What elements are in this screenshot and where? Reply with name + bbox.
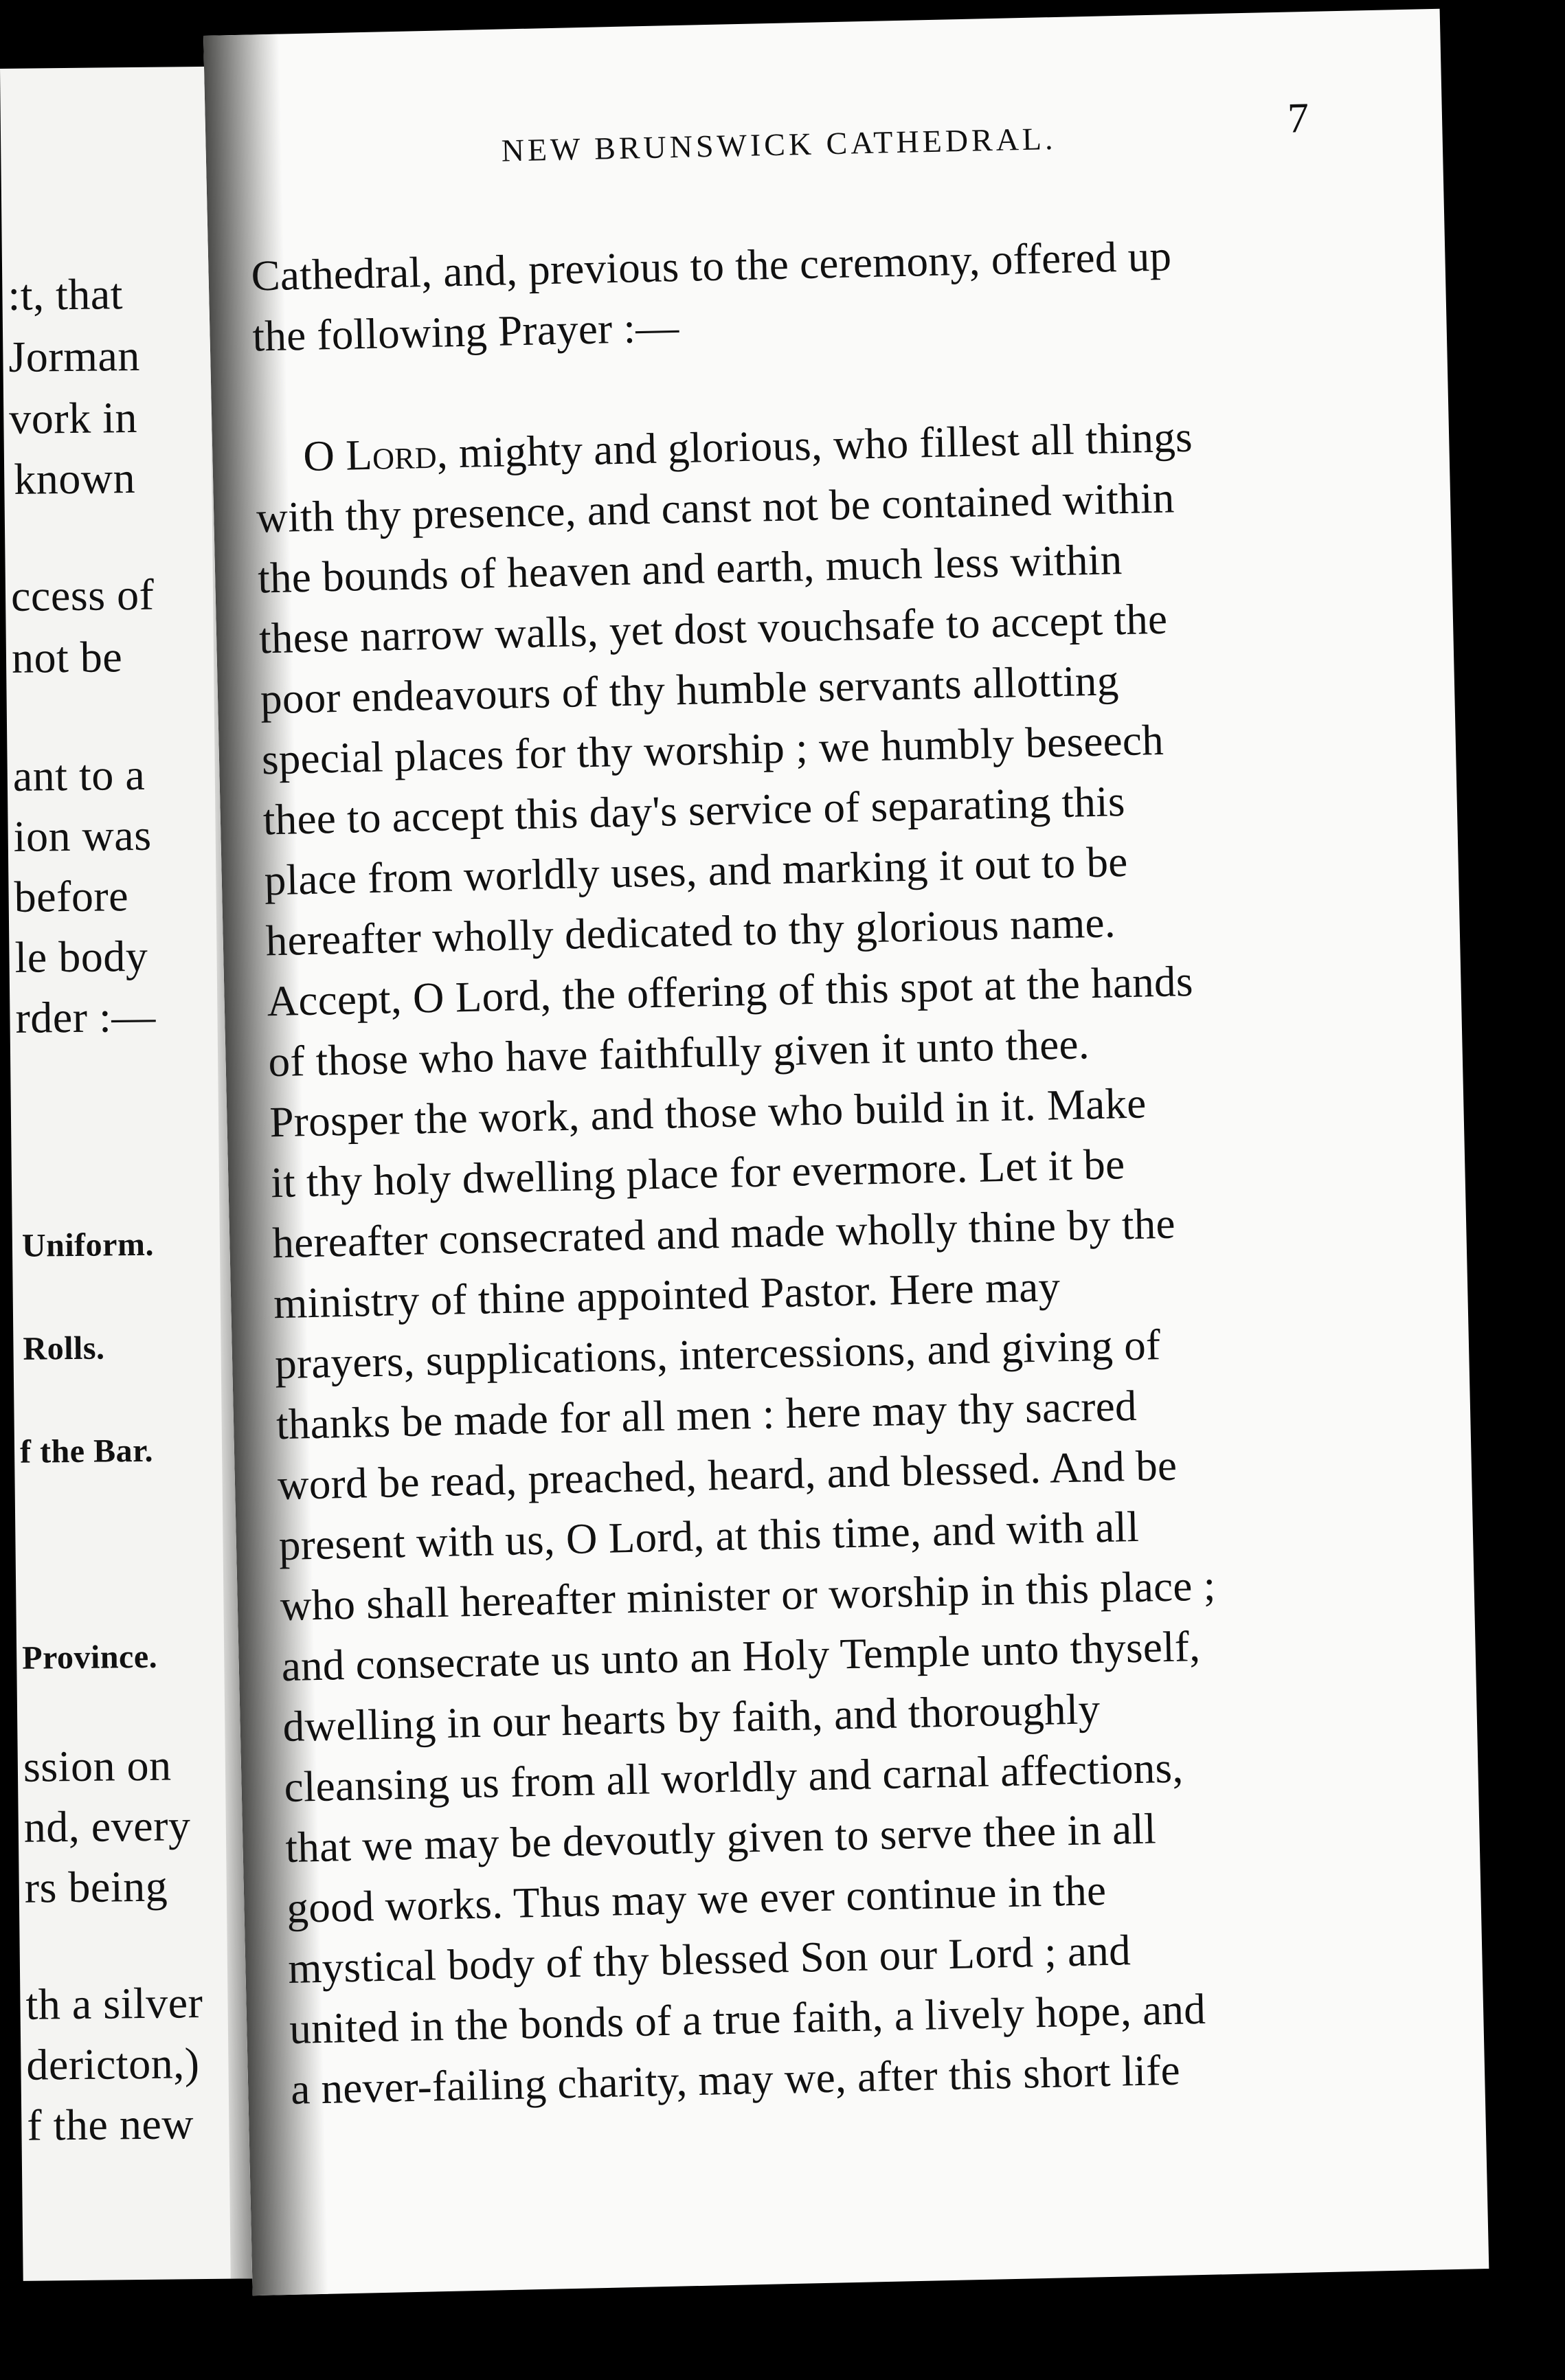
left-page-line: dericton,) xyxy=(26,2039,200,2089)
prayer-line: good works. Thus may we ever continue in the xyxy=(286,1865,1107,1932)
prayer-line: who shall hereafter minister or worship in this place ; xyxy=(280,1561,1217,1630)
prayer-line: ministry of thine appointed Pastor. Here may xyxy=(273,1262,1061,1328)
left-page-line: not be xyxy=(11,632,123,682)
left-page-line: ssion on xyxy=(23,1740,172,1791)
prayer-line: thanks be made for all men : here may thy sacred xyxy=(275,1381,1138,1449)
prayer-line: with thy presence, and canst not be contained within xyxy=(256,473,1175,542)
prayer-line: Prosper the work, and those who build in it. Make xyxy=(269,1079,1147,1147)
prayer-line: present with us, O Lord, at this time, and with all xyxy=(278,1502,1140,1570)
left-page-line: Uniform. xyxy=(21,1226,155,1264)
prayer-opening-rest: , mighty and glorious, who fillest all things xyxy=(436,412,1193,478)
prayer-opening-letter: O xyxy=(302,431,346,480)
prayer-line: dwelling in our hearts by faith, and thoroughly xyxy=(282,1685,1101,1751)
left-page-line: le body xyxy=(14,931,148,982)
left-page-line: ant to a xyxy=(12,750,146,800)
running-head: NEW BRUNSWICK CATHEDRAL. xyxy=(501,120,1057,168)
left-page-line: :t, that xyxy=(8,269,124,319)
left-page-line: f the new xyxy=(26,2099,194,2150)
left-page-line: rs being xyxy=(24,1861,168,1912)
left-page-line: vork in xyxy=(8,392,138,443)
prayer-line: poor endeavours of thy humble servants allotting xyxy=(260,656,1120,723)
prayer-line: thee to accept this day's service of separating this xyxy=(262,777,1126,844)
left-page-line: Province. xyxy=(21,1638,158,1676)
lord-small-caps: Lord xyxy=(345,429,438,480)
prayer-line: place from worldly uses, and marking it out to be xyxy=(264,837,1129,905)
left-page-line: Jorman xyxy=(8,330,141,381)
page-number: 7 xyxy=(1287,94,1309,142)
prayer-line: cleansing us from all worldly and carnal affections, xyxy=(283,1743,1184,1812)
intro-line: Cathedral, and, previous to the ceremony, offered up xyxy=(250,232,1172,300)
prayer-opening-line xyxy=(302,412,1193,480)
left-page-line: known xyxy=(13,453,136,504)
left-page-line: rder :— xyxy=(15,991,157,1042)
intro-line: the following Prayer :— xyxy=(251,303,680,361)
left-page-line: nd, every xyxy=(23,1801,191,1852)
prayer-line: Accept, O Lord, the offering of this spot at the hands xyxy=(266,956,1194,1026)
left-page-line: ion was xyxy=(13,810,152,861)
prayer-line: a never-failing charity, may we, after this short life xyxy=(290,2045,1181,2113)
prayer-line: the bounds of heaven and earth, much less within xyxy=(257,535,1123,603)
prayer-line: it thy holy dwelling place for evermore. Let it be xyxy=(270,1140,1126,1207)
prayer-line: hereafter wholly dedicated to thy glorious name. xyxy=(264,898,1116,965)
left-page-line: Rolls. xyxy=(23,1329,105,1367)
prayer-line: special places for thy worship ; we humbly beseech xyxy=(261,715,1164,784)
prayer-line: hereafter consecrated and made wholly thine by the xyxy=(271,1199,1176,1268)
left-page-line: before xyxy=(14,871,129,921)
prayer-line: mystical body of thy blessed Son our Lord ; and xyxy=(287,1926,1131,1992)
prayer-line: united in the bonds of a true faith, a lively hope, and xyxy=(289,1984,1206,2053)
prayer-line: of those who have faithfully given it unto thee. xyxy=(267,1020,1090,1086)
left-page-line: ccess of xyxy=(10,570,155,620)
prayer-line: word be read, preached, heard, and blessed. And be xyxy=(277,1441,1178,1509)
prayer-line: that we may be devoutly given to serve thee in all xyxy=(284,1804,1157,1872)
left-page-line: th a silver xyxy=(25,1978,203,2029)
prayer-line: and consecrate us unto an Holy Temple unto thyself, xyxy=(281,1621,1201,1691)
book-page xyxy=(203,9,1489,2295)
prayer-line: these narrow walls, yet dost vouchsafe to accept the xyxy=(258,594,1169,663)
prayer-line: prayers, supplications, intercessions, and giving of xyxy=(274,1321,1162,1389)
left-page-line: f the Bar. xyxy=(19,1432,154,1470)
